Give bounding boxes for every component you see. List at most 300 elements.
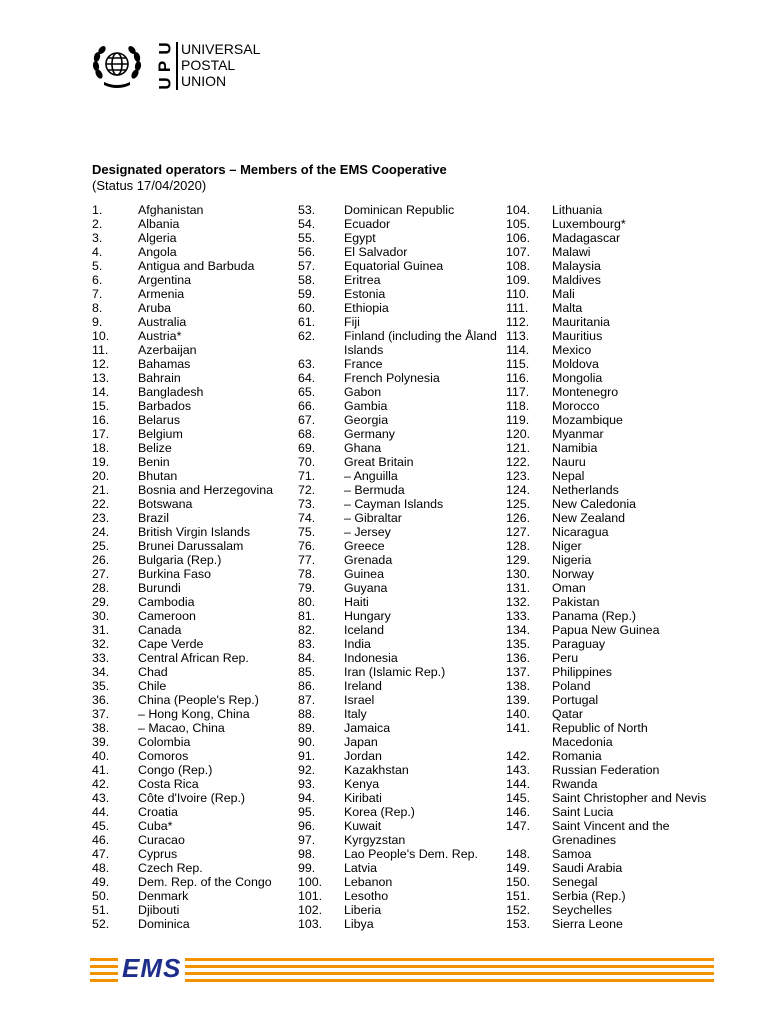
item-number: 56. (298, 245, 316, 259)
country-name: Antigua and Barbuda (138, 259, 255, 273)
country-name: Algeria (138, 231, 177, 245)
country-name: Canada (138, 623, 182, 637)
item-number: 85. (298, 665, 316, 679)
upu-letters (154, 40, 176, 92)
item-number: 110. (506, 287, 530, 301)
item-number: 148. (506, 847, 531, 861)
country-name: Malawi (552, 245, 591, 259)
country-name: Papua New Guinea (552, 623, 660, 637)
item-number: 18. (92, 441, 110, 455)
country-name: Austria* (138, 329, 182, 343)
country-name: Greece (344, 539, 385, 553)
item-number: 151. (506, 889, 531, 903)
country-name: Luxembourg* (552, 217, 626, 231)
country-name: Great Britain (344, 455, 414, 469)
item-number: 88. (298, 707, 316, 721)
item-number: 11. (92, 343, 109, 357)
country-name: Latvia (344, 861, 378, 875)
country-name: Afghanistan (138, 203, 204, 217)
country-name: Dem. Rep. of the Congo (138, 875, 272, 889)
country-name: Samoa (552, 847, 592, 861)
item-number: 63. (298, 357, 316, 371)
item-number: 58. (298, 273, 316, 287)
country-name: Montenegro (552, 385, 619, 399)
country-name: Estonia (344, 287, 386, 301)
item-number: 135. (506, 637, 531, 651)
country-name: Argentina (138, 273, 192, 287)
country-name: French Polynesia (344, 371, 440, 385)
item-number: 71. (298, 469, 316, 483)
item-number: 123. (506, 469, 531, 483)
country-name: Denmark (138, 889, 189, 903)
item-number: 101. (298, 889, 323, 903)
country-name: Djibouti (138, 903, 180, 917)
country-name: Sierra Leone (552, 917, 623, 931)
item-number: 20. (92, 469, 110, 483)
country-name: Equatorial Guinea (344, 259, 444, 273)
country-name: – Hong Kong, China (138, 707, 250, 721)
item-number: 25. (92, 539, 110, 553)
country-name: Niger (552, 539, 582, 553)
country-name: British Virgin Islands (138, 525, 251, 539)
country-name: Gambia (344, 399, 388, 413)
item-number: 52. (92, 917, 110, 931)
country-name: Germany (344, 427, 395, 441)
item-number: 51. (92, 903, 110, 917)
country-name: Rwanda (552, 777, 598, 791)
country-name: Burkina Faso (138, 567, 212, 581)
country-name: Cambodia (138, 595, 195, 609)
item-number: 46. (92, 833, 110, 847)
country-name: Eritrea (344, 273, 381, 287)
item-number: 65. (298, 385, 316, 399)
country-name: Bulgaria (Rep.) (138, 553, 222, 567)
item-number: 57. (298, 259, 316, 273)
item-number: 124. (506, 483, 531, 497)
country-name: Dominican Republic (344, 203, 455, 217)
item-number: 4. (92, 245, 103, 259)
item-number: 40. (92, 749, 110, 763)
country-name: Namibia (552, 441, 598, 455)
item-number: 113. (506, 329, 530, 343)
country-name: Pakistan (552, 595, 600, 609)
country-name: Cuba* (138, 819, 173, 833)
country-name: Mongolia (552, 371, 603, 385)
logo-text (181, 41, 260, 89)
country-name: Ecuador (344, 217, 391, 231)
country-name: Iceland (344, 623, 384, 637)
country-name: Kazakhstan (344, 763, 409, 777)
item-number: 45. (92, 819, 110, 833)
item-number: 49. (92, 875, 110, 889)
item-number: 130. (506, 567, 531, 581)
item-number: 128. (506, 539, 531, 553)
country-name: Benin (138, 455, 170, 469)
item-number: 78. (298, 567, 316, 581)
item-number: 137. (506, 665, 531, 679)
country-name: Bangladesh (138, 385, 204, 399)
country-name: Ireland (344, 679, 382, 693)
country-name: Bhutan (138, 469, 178, 483)
item-number: 90. (298, 735, 316, 749)
country-name: Mauritius (552, 329, 603, 343)
country-name: China (People's Rep.) (138, 693, 259, 707)
country-name: Finland (including the Åland (344, 329, 497, 343)
country-name: Comoros (138, 749, 189, 763)
country-name: – Bermuda (344, 483, 405, 497)
item-number: 26. (92, 553, 110, 567)
country-name: Nigeria (552, 553, 592, 567)
item-number: 36. (92, 693, 110, 707)
ems-footer (90, 950, 714, 990)
item-number: 150. (506, 875, 531, 889)
country-name: – Cayman Islands (344, 497, 444, 511)
item-number: 144. (506, 777, 531, 791)
item-number: 61. (298, 315, 316, 329)
item-number: 39. (92, 735, 110, 749)
country-name: Indonesia (344, 651, 398, 665)
item-number: 136. (506, 651, 531, 665)
country-name: Australia (138, 315, 187, 329)
item-number: 37. (92, 707, 110, 721)
country-name: Republic of North (552, 721, 648, 735)
upu-letter: U (155, 77, 175, 90)
item-number: 115. (506, 357, 530, 371)
item-number: 153. (506, 917, 531, 931)
country-name: Grenada (344, 553, 393, 567)
item-number: 140. (506, 707, 531, 721)
logo-line: UNION (181, 73, 227, 89)
item-number: 43. (92, 791, 110, 805)
country-name: Oman (552, 581, 586, 595)
item-number: 133. (506, 609, 531, 623)
item-number: 72. (298, 483, 316, 497)
country-name: Hungary (344, 609, 391, 623)
country-name: Gabon (344, 385, 382, 399)
country-name: Senegal (552, 875, 598, 889)
logo-line: POSTAL (181, 57, 236, 73)
country-name: Brazil (138, 511, 169, 525)
item-number: 143. (506, 763, 531, 777)
item-number: 104. (506, 203, 531, 217)
item-number: 87. (298, 693, 316, 707)
country-name: Mauritania (552, 315, 610, 329)
country-name: Saint Lucia (552, 805, 614, 819)
country-name: Jamaica (344, 721, 391, 735)
item-number: 13. (92, 371, 110, 385)
country-name: Belgium (138, 427, 183, 441)
country-name: Egypt (344, 231, 376, 245)
country-name: Mali (552, 287, 575, 301)
country-name: Congo (Rep.) (138, 763, 213, 777)
country-name: Albania (138, 217, 180, 231)
country-name: Kuwait (344, 819, 382, 833)
country-name: Lebanon (344, 875, 393, 889)
country-name: Czech Rep. (138, 861, 203, 875)
country-name: Libya (344, 917, 374, 931)
country-name: Cameroon (138, 609, 196, 623)
item-number: 44. (92, 805, 110, 819)
item-number: 16. (92, 413, 110, 427)
item-number: 15. (92, 399, 110, 413)
item-number: 8. (92, 301, 103, 315)
item-number: 132. (506, 595, 531, 609)
country-name: Saint Vincent and the (552, 819, 670, 833)
country-name: Morocco (552, 399, 600, 413)
country-name: Panama (Rep.) (552, 609, 637, 623)
item-number: 141. (506, 721, 531, 735)
item-number: 62. (298, 329, 316, 343)
country-name: New Zealand (552, 511, 626, 525)
country-name: Japan (344, 735, 378, 749)
country-name: Guinea (344, 567, 384, 581)
country-name: Peru (552, 651, 579, 665)
country-name: Korea (Rep.) (344, 805, 415, 819)
country-name: Philippines (552, 665, 612, 679)
country-name: Burundi (138, 581, 181, 595)
country-name: Armenia (138, 287, 185, 301)
country-name: Nepal (552, 469, 585, 483)
item-number: 68. (298, 427, 316, 441)
item-number: 54. (298, 217, 316, 231)
country-name: Saint Christopher and Nevis (552, 791, 707, 805)
country-name: Angola (138, 245, 177, 259)
item-number: 75. (298, 525, 316, 539)
country-name: Bosnia and Herzegovina (138, 483, 274, 497)
item-number: 98. (298, 847, 316, 861)
item-number: 50. (92, 889, 110, 903)
item-number: 106. (506, 231, 531, 245)
country-name: – Gibraltar (344, 511, 402, 525)
country-name: Haiti (344, 595, 369, 609)
item-number: 29. (92, 595, 110, 609)
country-name: Lithuania (552, 203, 603, 217)
item-number: 93. (298, 777, 316, 791)
item-number: 1. (92, 203, 103, 217)
item-number: 10. (92, 329, 110, 343)
ems-logo: EMS (118, 953, 185, 983)
item-number: 127. (506, 525, 531, 539)
upu-letter: P (155, 60, 175, 72)
country-name: Curacao (138, 833, 185, 847)
item-number: 60. (298, 301, 316, 315)
country-name: Norway (552, 567, 594, 581)
country-name: Chile (138, 679, 167, 693)
item-number: 125. (506, 497, 531, 511)
country-name: Belize (138, 441, 172, 455)
item-number: 17. (92, 427, 110, 441)
item-number: 94. (298, 791, 316, 805)
item-number: 21. (92, 483, 110, 497)
item-number: 109. (506, 273, 531, 287)
country-name: Ethiopia (344, 301, 389, 315)
country-name: Brunei Darussalam (138, 539, 244, 553)
item-number: 112. (506, 315, 530, 329)
item-number: 145. (506, 791, 531, 805)
country-name: Italy (344, 707, 367, 721)
item-number: 84. (298, 651, 316, 665)
country-name: Malaysia (552, 259, 601, 273)
item-number: 80. (298, 595, 316, 609)
country-name: Seychelles (552, 903, 612, 917)
country-name: Dominica (138, 917, 190, 931)
item-number: 89. (298, 721, 316, 735)
item-number: 118. (506, 399, 530, 413)
country-name: Fiji (344, 315, 360, 329)
item-number: 138. (506, 679, 531, 693)
country-name: Aruba (138, 301, 172, 315)
item-number: 116. (506, 371, 530, 385)
item-number: 86. (298, 679, 316, 693)
item-number: 59. (298, 287, 316, 301)
item-number: 92. (298, 763, 316, 777)
country-name: Ghana (344, 441, 382, 455)
country-name: Botswana (138, 497, 193, 511)
item-number: 33. (92, 651, 110, 665)
country-name: – Jersey (344, 525, 391, 539)
item-number: 146. (506, 805, 531, 819)
item-number: 149. (506, 861, 531, 875)
item-number: 79. (298, 581, 316, 595)
item-number: 67. (298, 413, 316, 427)
country-name: Macedonia (552, 735, 613, 749)
item-number: 73. (298, 497, 316, 511)
item-number: 120. (506, 427, 531, 441)
item-number: 38. (92, 721, 110, 735)
item-number: 64. (298, 371, 316, 385)
country-name: Bahamas (138, 357, 191, 371)
item-number: 95. (298, 805, 316, 819)
item-number: 119. (506, 413, 530, 427)
country-name: Bahrain (138, 371, 181, 385)
item-number: 105. (506, 217, 531, 231)
status-date: (Status 17/04/2020) (92, 178, 207, 193)
country-name: Paraguay (552, 637, 606, 651)
country-name: Cape Verde (138, 637, 204, 651)
item-number: 14. (92, 385, 110, 399)
logo-divider (176, 42, 178, 90)
country-name: Maldives (552, 273, 601, 287)
item-number: 139. (506, 693, 531, 707)
item-number: 107. (506, 245, 531, 259)
item-number: 147. (506, 819, 531, 833)
item-number: 35. (92, 679, 110, 693)
item-number: 121. (506, 441, 531, 455)
upu-letter: U (155, 42, 175, 55)
item-number: 32. (92, 637, 110, 651)
country-name: Islands (344, 343, 384, 357)
country-name: Guyana (344, 581, 388, 595)
item-number: 3. (92, 231, 103, 245)
item-number: 111. (506, 301, 529, 315)
country-name: France (344, 357, 383, 371)
country-name: Cyprus (138, 847, 178, 861)
item-number: 5. (92, 259, 103, 273)
country-name: Iran (Islamic Rep.) (344, 665, 446, 679)
country-name: Colombia (138, 735, 191, 749)
country-name: Lesotho (344, 889, 389, 903)
item-number: 41. (92, 763, 110, 777)
item-number: 103. (298, 917, 323, 931)
item-number: 77. (298, 553, 316, 567)
country-name: – Anguilla (344, 469, 398, 483)
country-name: Liberia (344, 903, 382, 917)
country-name: Saudi Arabia (552, 861, 623, 875)
item-number: 108. (506, 259, 531, 273)
country-name: Jordan (344, 749, 382, 763)
item-number: 134. (506, 623, 531, 637)
item-number: 96. (298, 819, 316, 833)
country-name: New Caledonia (552, 497, 637, 511)
item-number: 99. (298, 861, 316, 875)
item-number: 82. (298, 623, 316, 637)
country-name: Poland (552, 679, 591, 693)
item-number: 152. (506, 903, 531, 917)
country-name: India (344, 637, 371, 651)
item-number: 30. (92, 609, 110, 623)
item-number: 117. (506, 385, 530, 399)
item-number: 131. (506, 581, 531, 595)
item-number: 81. (298, 609, 316, 623)
logo-line: UNIVERSAL (181, 41, 261, 57)
country-name: Central African Rep. (138, 651, 249, 665)
item-number: 53. (298, 203, 316, 217)
country-name: Côte d'Ivoire (Rep.) (138, 791, 246, 805)
item-number: 34. (92, 665, 110, 679)
upu-emblem-icon (88, 40, 146, 92)
item-number: 42. (92, 777, 110, 791)
country-name: Netherlands (552, 483, 619, 497)
country-name: Nauru (552, 455, 586, 469)
item-number: 66. (298, 399, 316, 413)
item-number: 69. (298, 441, 316, 455)
country-name: Barbados (138, 399, 192, 413)
country-name: Kiribati (344, 791, 382, 805)
item-number: 126. (506, 511, 531, 525)
country-name: Croatia (138, 805, 178, 819)
item-number: 74. (298, 511, 316, 525)
item-number: 28. (92, 581, 110, 595)
item-number: 22. (92, 497, 110, 511)
item-number: 55. (298, 231, 316, 245)
item-number: 27. (92, 567, 110, 581)
item-number: 24. (92, 525, 110, 539)
item-number: 76. (298, 539, 316, 553)
country-name: Qatar (552, 707, 583, 721)
document-title: Designated operators – Members of the EMS Cooperative (92, 162, 447, 177)
item-number: 9. (92, 315, 103, 329)
item-number: 6. (92, 273, 103, 287)
country-name: Nicaragua (552, 525, 609, 539)
country-name: Belarus (138, 413, 181, 427)
item-number: 102. (298, 903, 323, 917)
country-name: Israel (344, 693, 375, 707)
item-number: 122. (506, 455, 531, 469)
item-number: 2. (92, 217, 103, 231)
item-number: 100. (298, 875, 323, 889)
item-number: 12. (92, 357, 110, 371)
item-number: 70. (298, 455, 316, 469)
item-number: 31. (92, 623, 110, 637)
item-number: 91. (298, 749, 316, 763)
country-name: Azerbaijan (138, 343, 197, 357)
country-name: Romania (552, 749, 602, 763)
item-number: 129. (506, 553, 531, 567)
item-number: 23. (92, 511, 110, 525)
item-number: 7. (92, 287, 103, 301)
country-name: El Salvador (344, 245, 408, 259)
country-name: – Macao, China (138, 721, 225, 735)
